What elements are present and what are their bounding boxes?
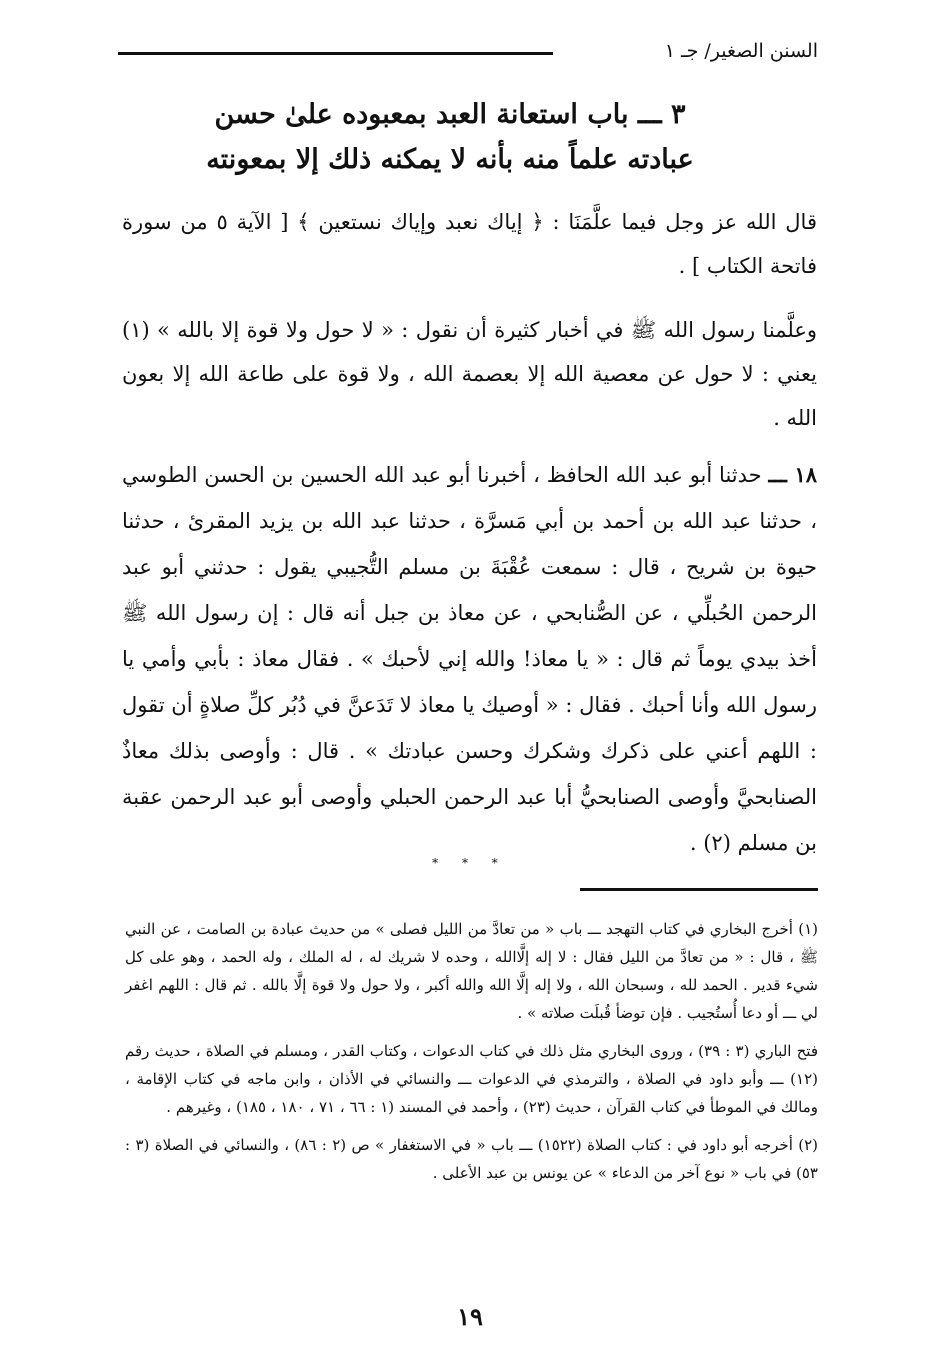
footnotes	[125, 915, 818, 1197]
quran-paragraph: قال الله عز وجل فيما علَّمَنَا : ﴿ إياك نعبد وإياك نستعين ﴾ [ الآية ٥ من سورة فاتحة الكتاب ] .	[122, 210, 817, 278]
page-header	[118, 40, 818, 74]
footnote-2: (٢) أخرجه أبو داود في : كتاب الصلاة (١٥٢٢) ـــ باب « في الاستغفار » ص (٢ : ٨٦) ، والنسائي في الصلاة (٣ : ٥٣) في باب « نوع آخر من الدعاء » عن يونس بن عبد الأعلى .	[125, 1136, 819, 1182]
footnote-rule	[580, 888, 818, 891]
hadith-text: حدثنا أبو عبد الله الحافظ ، أخبرنا أبو عبد الله الحسين بن الحسن الطوسي ، حدثنا عبد الله بن أحمد بن أبي مَسرَّة ، حدثنا عبد الله بن يزيد المقرئ ، حدثنا حيوة بن شريح ، قال : سمعت عُقْبَةَ بن مسلم التُّجيبي يقول : حدثني أبو عبد الرحمن الحُبلِّي ، عن الصُّنابحي ، عن معاذ بن جبل أنه قال : إن رسول الله ﷺ أخذ بيدي يوماً ثم قال : « يا معاذ! والله إني لأحبك » . فقال معاذ : بأبي وأمي يا رسول الله وأنا أحبك . فقال : « أوصيك يا معاذ لا تَدَعنَّ في دُبُر كلِّ صلاةٍ أن تقول : اللهم أعني على ذكرك وشكرك وحسن عبادتك » . قال : وأوصى بذلك معاذٌ الصنابحيَّ وأوصى الصنابحيُّ أبا عبد الرحمن الحبلي وأوصى أبو عبد الرحمن عقبة بن مسلم (٢) .	[122, 463, 817, 855]
page-number: ١٩	[457, 1302, 483, 1331]
dua-paragraph: وعلَّمنا رسول الله ﷺ في أخبار كثيرة أن نقول : « لا حول ولا قوة إلا بالله » (١) يعني : لا حول عن معصية الله إلا بعصمة الله ، ولا قوة على طاعة الله إلا بعون الله .	[122, 318, 817, 430]
footnote-1: (١) أخرج البخاري في كتاب التهجد ـــ باب « من تعادَّ من الليل فصلى » من حديث عبادة بن الصامت ، عن النبي ﷺ ، قال : « من تعادَّ من الليل فقال : لا إله إلَّاالله ، وحده لا شريك له ، له الملك ، وله الحمد ، وهو على كل شيء قدير . الحمد لله ، وسبحان الله ، ولا إله إلَّا الله والله أكبر ، ولا حول ولا قوة إلَّا بالله . ثم قال : اللهم اغفر لي ـــ أو دعا أُستُجيب . فإن توضأ قُبلَت صلاته » .	[125, 920, 818, 1022]
hadith-paragraph	[122, 452, 817, 866]
chapter-title	[190, 92, 710, 182]
header-rule	[118, 52, 553, 55]
hadith-number: ١٨ ـــ	[768, 462, 817, 487]
chapter-title-line-2: عبادته علماً منه بأنه لا يمكنه ذلك إلا بمعونته	[206, 144, 694, 175]
running-head: السنن الصغير/ جـ ١	[664, 40, 818, 62]
footnote-1-continued: فتح الباري (٣ : ٣٩) ، وروى البخاري مثل ذلك في كتاب الدعوات ، وكتاب القدر ، ومسلم في الصلاة ، حديث رقم (١٢) ـــ وأبو داود في الصلاة ، والترمذي في الدعوات ـــ والنسائي في الأذان ، وابن ماجه في كتاب الإقامة ، ومالك في الموطأ في كتاب القرآن ، حديث (٢٣) ، وأحمد في المسند (١ : ٦٦ ، ٧١ ، ١٨٠ ، ١٨٥) ، وغيرهم .	[125, 1042, 818, 1116]
chapter-title-line-1: ٣ ـــ باب استعانة العبد بمعبوده علىٰ حسن	[214, 99, 686, 130]
section-separator: * * *	[432, 856, 508, 870]
